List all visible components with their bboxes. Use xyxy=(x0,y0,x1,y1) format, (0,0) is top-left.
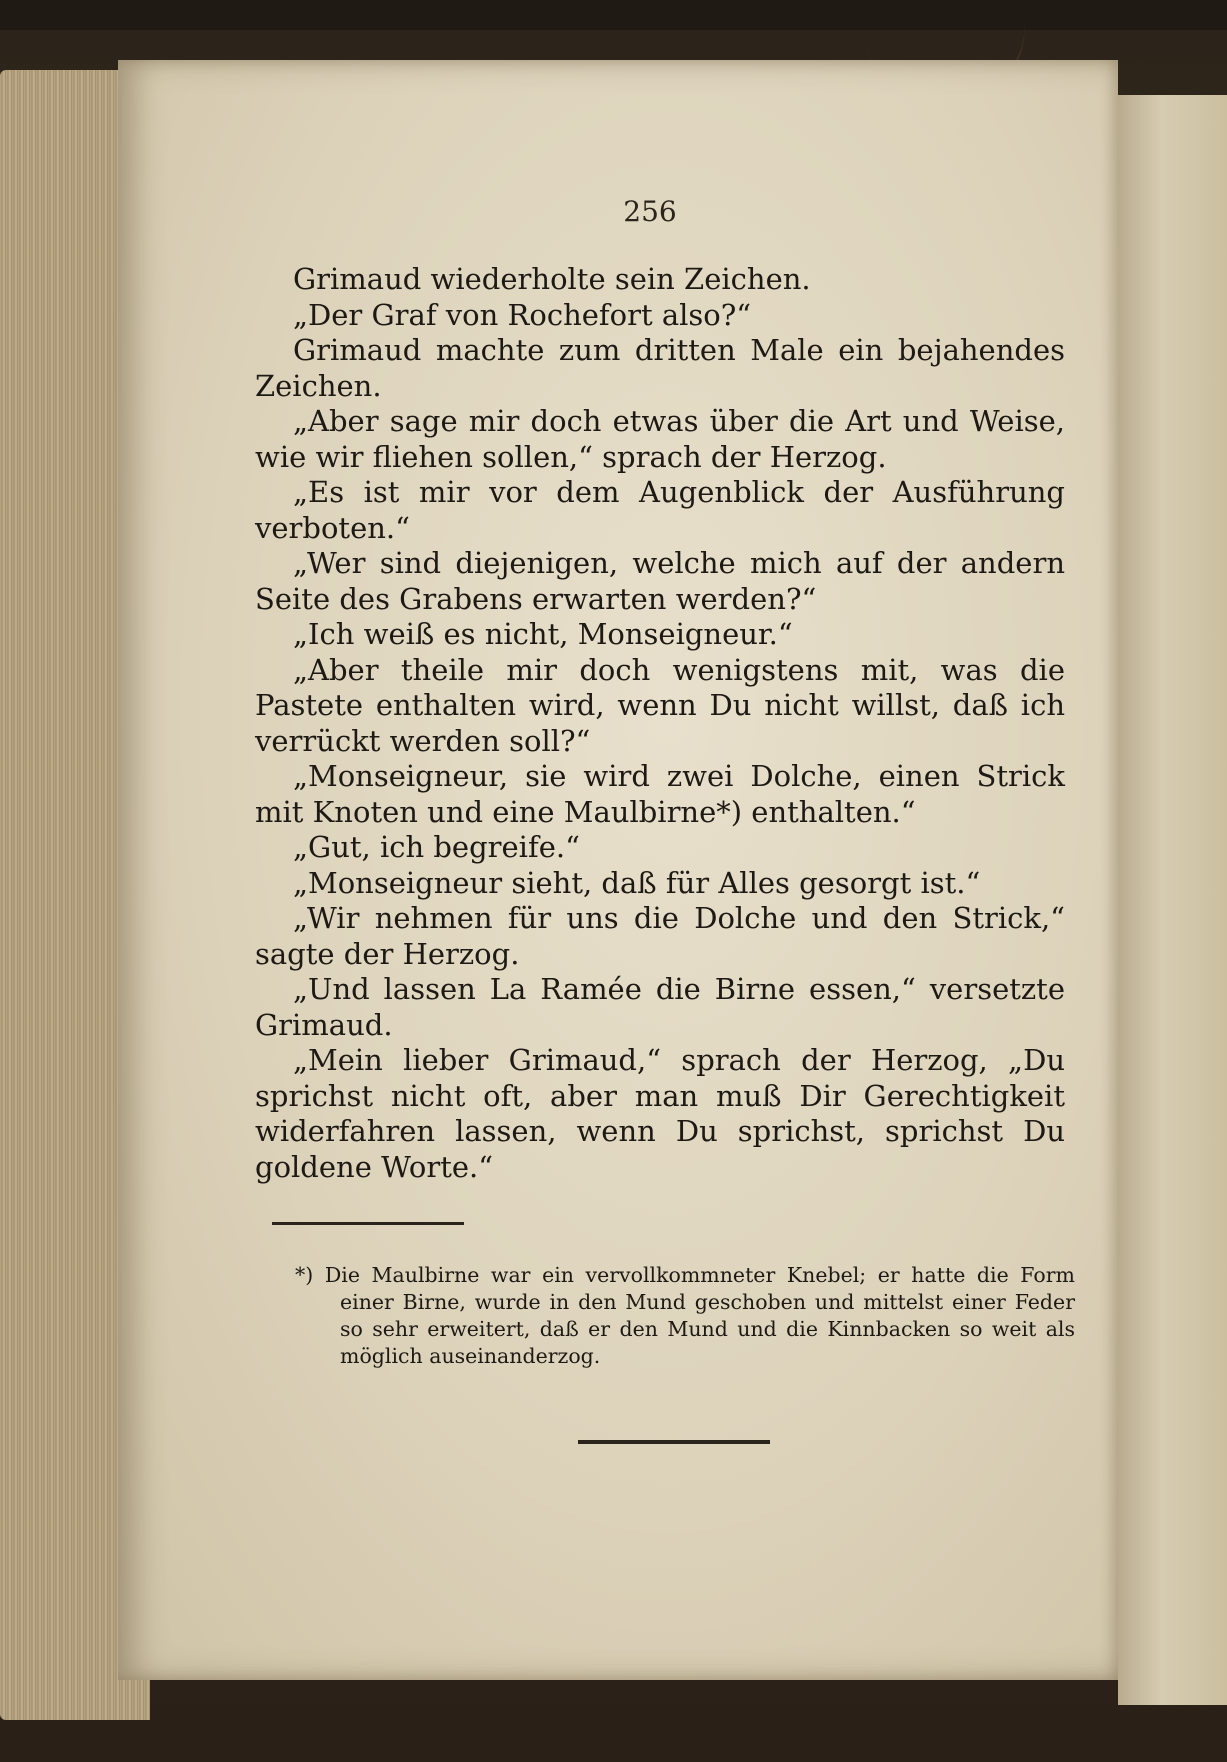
end-rule xyxy=(578,1440,770,1444)
paragraph: „Und lassen La Ramée die Birne essen,“ versetzte Grimaud. xyxy=(255,972,1065,1042)
footnote-text: *) Die Maulbirne war ein vervollkommneter Knebel; er hatte die Form einer Birne, wurde in den Mund geschoben und mittelst einer Feder so sehr erweitert, daß er den Mund und die Kinnbacken so weit als möglich auseinanderzog. xyxy=(295,1263,1075,1368)
paragraph: „Monseigneur sieht, daß für Alles gesorgt ist.“ xyxy=(293,865,981,900)
paragraph: „Wir nehmen für uns die Dolche und den Strick,“ sagte der Herzog. xyxy=(255,901,1065,971)
paragraph: „Gut, ich begreife.“ xyxy=(293,830,580,864)
paragraph: „Der Graf von Rochefort also?“ xyxy=(293,297,752,332)
paragraph: „Es ist mir vor dem Augenblick der Ausführung verboten.“ xyxy=(255,475,1065,545)
paragraph: „Ich weiß es nicht, Monseigneur.“ xyxy=(293,617,793,651)
paragraph: Grimaud wiederholte sein Zeichen. xyxy=(293,262,811,296)
paragraph: „Wer sind diejenigen, welche mich auf der andern Seite des Grabens erwarten werden?“ xyxy=(255,546,1065,616)
main-text xyxy=(255,262,1065,1185)
footnote xyxy=(295,1262,1075,1370)
next-page-edge xyxy=(1118,95,1227,1705)
page-number: 256 xyxy=(623,195,677,228)
footnote-separator xyxy=(272,1222,464,1225)
paragraph: Grimaud machte zum dritten Male ein bejahendes Zeichen. xyxy=(255,333,1065,403)
paragraph: „Aber theile mir doch wenigstens mit, was die Pastete enthalten wird, wenn Du nicht willst, daß ich verrückt werden soll?“ xyxy=(255,652,1065,758)
paragraph: „Aber sage mir doch etwas über die Art und Weise, wie wir fliehen sollen,“ sprach der Herzog. xyxy=(255,404,1065,474)
paragraph: „Monseigneur, sie wird zwei Dolche, einen Strick mit Knoten und eine Maulbirne*) enthalten.“ xyxy=(255,759,1065,829)
paragraph: „Mein lieber Grimaud,“ sprach der Herzog, „Du sprichst nicht oft, aber man muß Dir Gerechtigkeit widerfahren lassen, wenn Du sprichst, sprichst Du goldene Worte.“ xyxy=(255,1043,1065,1184)
